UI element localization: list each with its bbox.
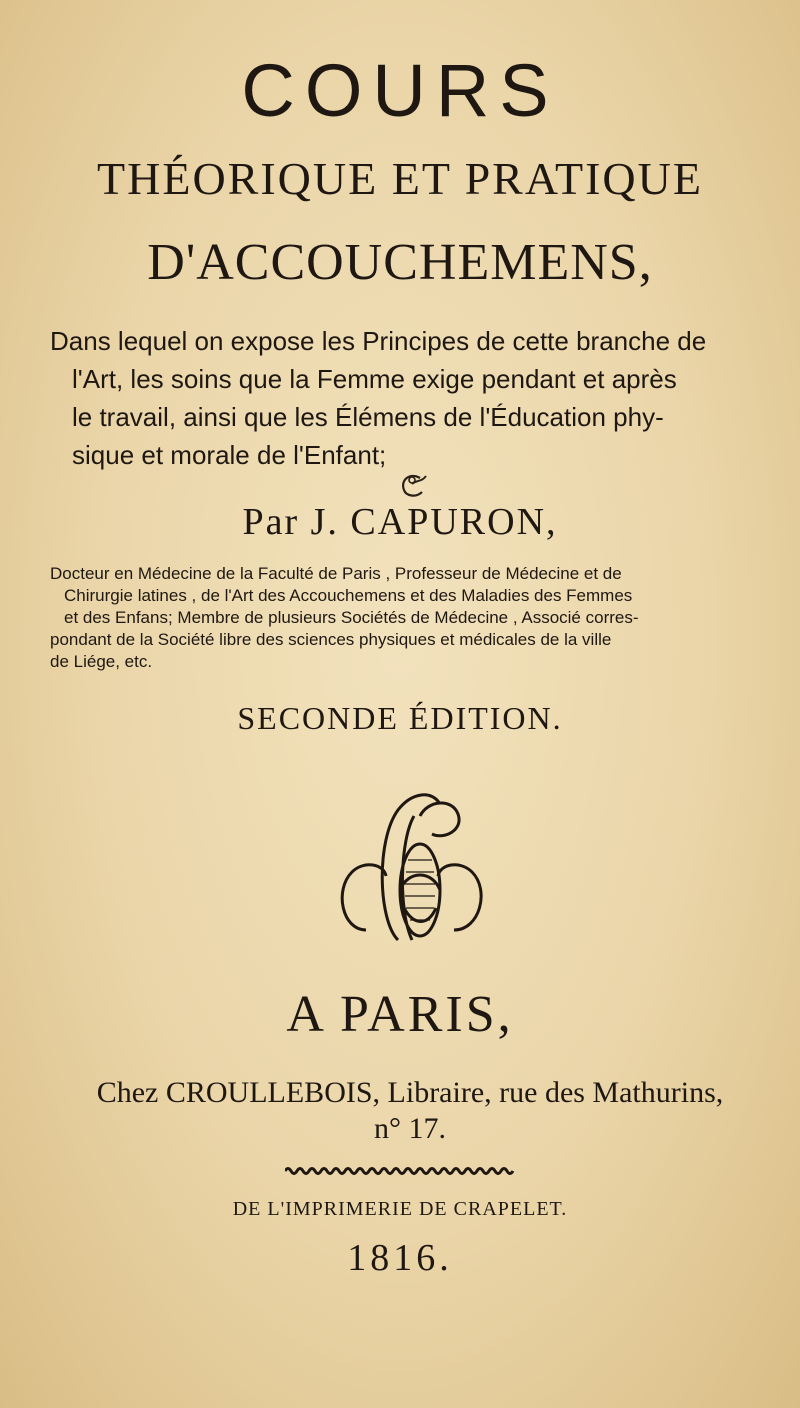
title-line-cours: COURS — [241, 49, 559, 132]
author-name: J. CAPURON, — [310, 501, 558, 543]
title-line-theorique: THÉORIQUE ET PRATIQUE — [97, 153, 703, 204]
author-line — [0, 500, 800, 544]
qualification-line: de Liége, etc. — [50, 652, 153, 671]
qualification-line: et des Enfans; Membre de plusieurs Sociétés de Médecine , Associé corres- — [64, 608, 639, 627]
imprint-year: 1816. — [347, 1237, 453, 1279]
description-line: Dans lequel on expose les Principes de cette branche de — [50, 326, 707, 356]
imprint-printer: DE L'IMPRIMERIE DE CRAPELET. — [232, 1198, 568, 1220]
qualification-line: Chirurgie latines , de l'Art des Accouchemens et des Maladies des Femmes — [64, 586, 633, 605]
imprint-city: A PARIS, — [286, 986, 514, 1043]
imprint-publisher — [60, 1075, 760, 1147]
description-line: l'Art, les soins que la Femme exige pendant et après — [72, 364, 677, 394]
publisher-address-line: n° 17. — [374, 1112, 446, 1145]
decorative-rule — [285, 1166, 515, 1176]
author-qualifications — [50, 563, 750, 673]
qualification-line: pondant de la Société libre des sciences physiques et médicales de la ville — [50, 630, 612, 649]
author-prefix: Par — [242, 501, 300, 543]
title-line-accouchemens: D'ACCOUCHEMENS, — [147, 234, 653, 291]
publisher-line: Chez CROULLEBOIS, Libraire, rue des Mathurins, — [96, 1076, 724, 1109]
description-line: le travail, ainsi que les Élémens de l'Éducation phy- — [72, 402, 664, 432]
subtitle-description — [50, 322, 750, 474]
description-line: sique et morale de l'Enfant; — [72, 440, 387, 470]
publisher-monogram-icon — [328, 780, 498, 950]
qualification-line: Docteur en Médecine de la Faculté de Paris , Professeur de Médecine et de — [50, 564, 622, 583]
edition-label: SECONDE ÉDITION. — [237, 700, 563, 736]
